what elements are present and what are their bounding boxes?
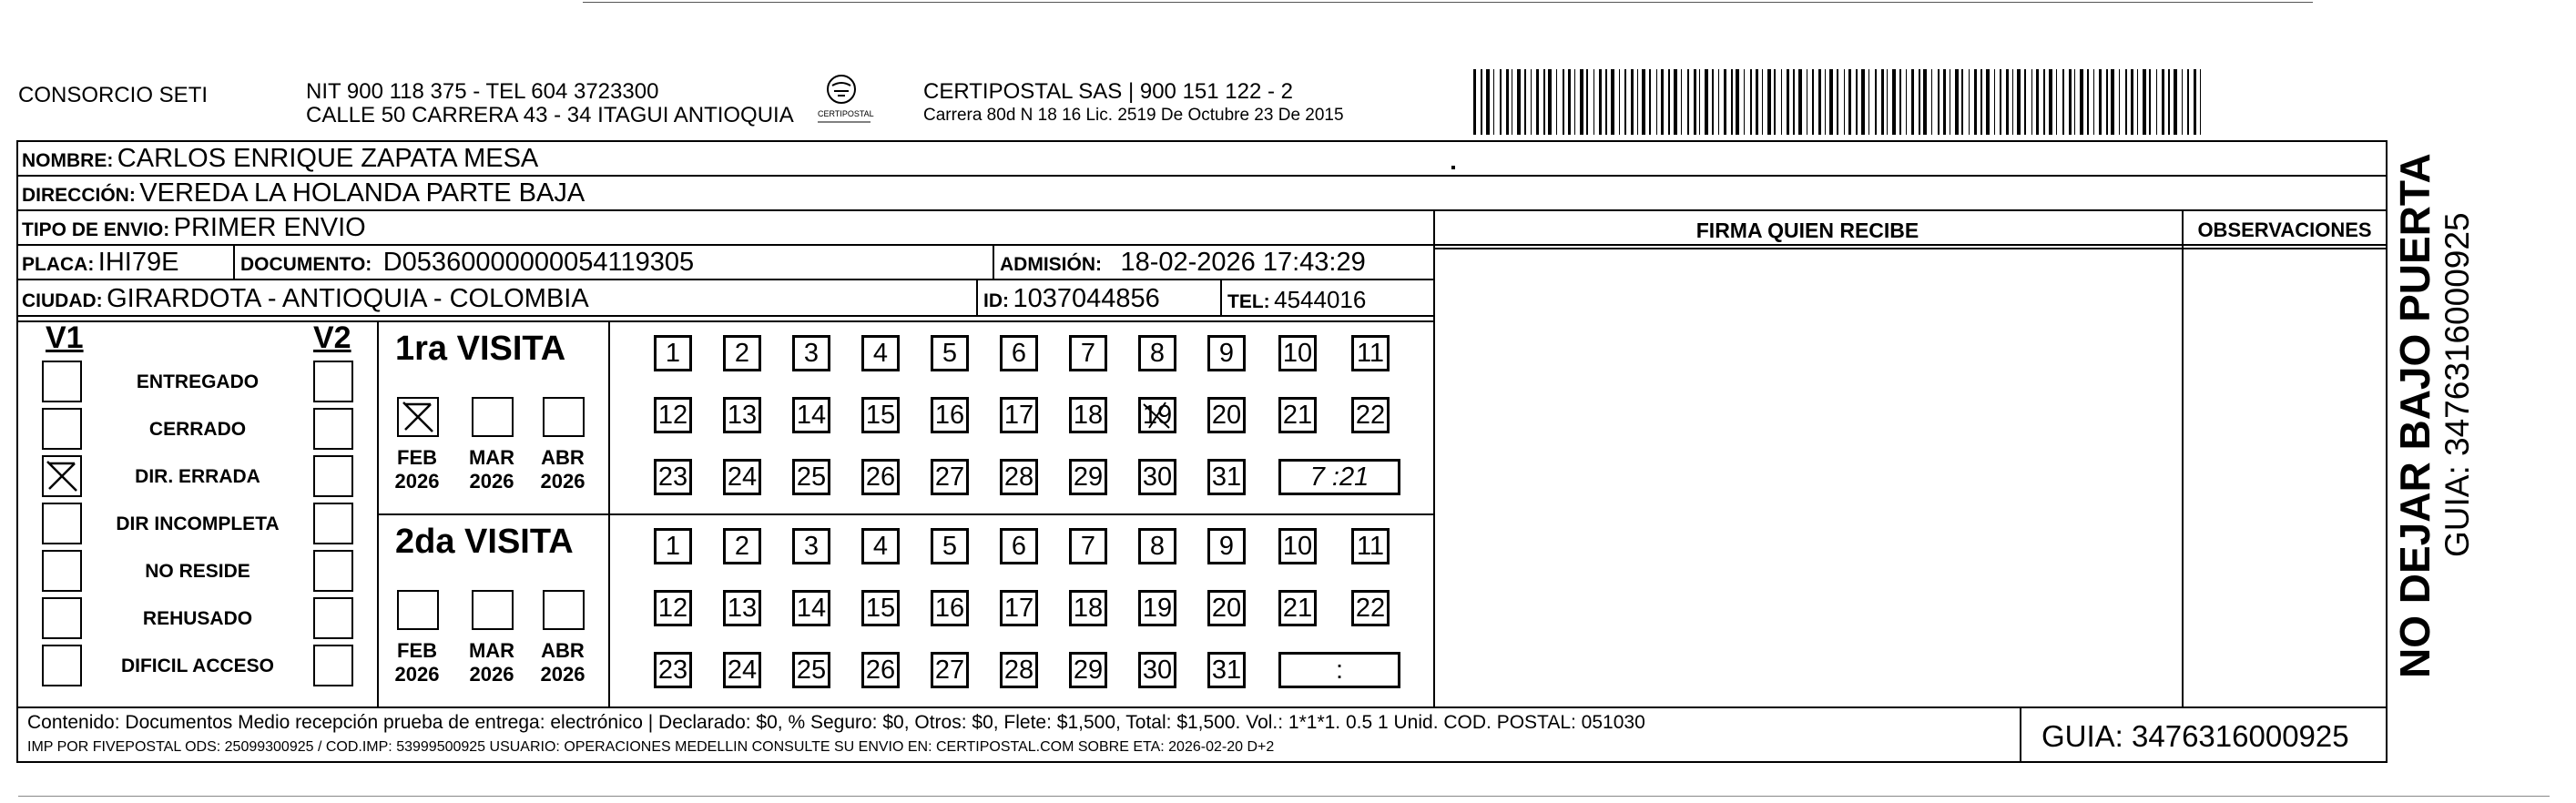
day-box: 20	[1207, 397, 1246, 433]
firma-header-line	[1433, 248, 2388, 249]
day-box: 14	[792, 590, 830, 626]
month-label	[535, 639, 590, 686]
day-box: 29	[1069, 459, 1107, 495]
day-box: 27	[931, 652, 969, 688]
day-box: 30	[1138, 652, 1176, 688]
nombre-row	[22, 144, 538, 174]
day-box: 15	[861, 397, 900, 433]
v2-checkbox	[313, 503, 353, 544]
day-box: 8	[1138, 528, 1176, 564]
month-name: ABR	[541, 446, 585, 469]
form-bottom-border	[16, 761, 2388, 763]
footer-line-2: IMP POR FIVEPOSTAL ODS: 25099300925 / COD.IMP: 53999500925 USUARIO: OPERACIONES MEDELLIN CONSULTE SU ENVIO EN: CERTIPOSTAL.COM SOBRE ETA: 2026-02-20 D+2	[27, 739, 1275, 755]
day-box: 6	[1000, 335, 1038, 371]
day-box: 27	[931, 459, 969, 495]
admision-cell	[1000, 248, 1366, 278]
tipo-row	[22, 213, 366, 243]
day-box: 9	[1207, 528, 1246, 564]
day-box: 11	[1351, 528, 1390, 564]
visit-divider	[377, 513, 1433, 515]
form-right-border	[2386, 140, 2388, 763]
day-box: 12	[654, 590, 692, 626]
id-value: 1037044856	[1013, 284, 1160, 313]
v1-checkbox	[42, 408, 82, 450]
status-col-divider	[377, 320, 379, 708]
months-col-divider	[608, 320, 610, 708]
month-year: 2026	[469, 470, 514, 493]
certipostal-line: CERTIPOSTAL SAS | 900 151 122 - 2	[923, 79, 1293, 104]
day-box: 26	[861, 459, 900, 495]
direccion-value: VEREDA LA HOLANDA PARTE BAJA	[139, 178, 585, 208]
day-box: 22	[1351, 397, 1390, 433]
form-top-border	[16, 140, 2388, 142]
month-checkbox	[543, 397, 585, 437]
v1-checkbox	[42, 597, 82, 639]
row-line-2	[16, 209, 2388, 211]
side-guia-text: GUIA: 3476316000925	[2439, 212, 2476, 557]
top-cut-line	[583, 2, 2313, 3]
row-line-3	[16, 244, 2388, 246]
month-name: MAR	[468, 446, 515, 469]
admision-value: 18-02-2026 17:43:29	[1120, 248, 1366, 277]
month-name: FEB	[397, 446, 437, 469]
month-year: 2026	[540, 663, 585, 686]
tel-divider	[1220, 279, 1222, 317]
day-box: 5	[931, 528, 969, 564]
obs-left-border	[2182, 209, 2184, 708]
month-checkbox	[472, 590, 514, 630]
firma-label: FIRMA QUIEN RECIBE	[1695, 219, 1919, 242]
month-year: 2026	[469, 663, 514, 686]
tel-cell	[1227, 286, 1366, 314]
day-box: 30	[1138, 459, 1176, 495]
v1-label: V1	[46, 320, 84, 355]
address-line: CALLE 50 CARRERA 43 - 34 ITAGUI ANTIOQUIA	[306, 103, 794, 127]
month-checkbox	[397, 397, 439, 437]
day-box: 26	[861, 652, 900, 688]
month-year: 2026	[540, 470, 585, 493]
day-box: 24	[723, 652, 761, 688]
certipostal-logo-icon	[814, 73, 880, 127]
status-label: DIR. ERRADA	[135, 466, 260, 487]
v2-checkbox	[313, 408, 353, 450]
day-box: 12	[654, 397, 692, 433]
tel-value: 4544016	[1274, 286, 1367, 313]
nombre-value: CARLOS ENRIQUE ZAPATA MESA	[117, 144, 539, 173]
day-box: 23	[654, 652, 692, 688]
month-checkbox	[543, 590, 585, 630]
bottom-cut-line	[18, 796, 2550, 797]
month-year: 2026	[394, 470, 440, 493]
day-box: 19	[1138, 397, 1176, 433]
handwritten-x-mark-icon	[399, 399, 437, 435]
month-year: 2026	[394, 663, 440, 686]
day-box: 18	[1069, 590, 1107, 626]
placa-value: IHI79E	[97, 248, 179, 277]
id-cell	[983, 284, 1160, 314]
footer-guia-divider	[2020, 706, 2021, 763]
placa-label: PLACA:	[22, 254, 95, 275]
month-name: FEB	[397, 639, 437, 662]
day-box: 15	[861, 590, 900, 626]
day-box: 4	[861, 528, 900, 564]
certipostal-logo	[814, 73, 880, 127]
day-box: 5	[931, 335, 969, 371]
company-name: CONSORCIO SETI	[18, 83, 209, 107]
day-box: 21	[1278, 397, 1317, 433]
time-box: 7 :21	[1278, 459, 1400, 495]
day-box: 10	[1278, 528, 1317, 564]
day-box: 16	[931, 397, 969, 433]
day-box: 6	[1000, 528, 1038, 564]
day-box: 29	[1069, 652, 1107, 688]
id-divider	[976, 279, 978, 317]
ciudad-label: CIUDAD:	[22, 290, 103, 311]
day-box: 2	[723, 335, 761, 371]
id-label: ID:	[983, 290, 1009, 311]
status-label: REHUSADO	[142, 608, 253, 629]
firma-left-border	[1433, 209, 1435, 708]
day-box: 17	[1000, 397, 1038, 433]
documento-label: DOCUMENTO:	[240, 254, 372, 275]
visit-2-title: 2da VISITA	[395, 523, 574, 561]
day-box: 21	[1278, 590, 1317, 626]
month-label	[535, 446, 590, 493]
direccion-row	[22, 178, 585, 208]
admision-label: ADMISIÓN:	[1000, 254, 1102, 275]
v2-checkbox	[313, 455, 353, 497]
month-label	[390, 639, 444, 686]
v1-checkbox	[42, 503, 82, 544]
day-box: 31	[1207, 652, 1246, 688]
day-box: 2	[723, 528, 761, 564]
day-box: 25	[792, 459, 830, 495]
day-box: 11	[1351, 335, 1390, 371]
status-label: DIR INCOMPLETA	[116, 513, 280, 534]
row-line-6	[16, 320, 1433, 322]
day-box: 3	[792, 528, 830, 564]
v2-label: V2	[313, 320, 351, 355]
day-box: 8	[1138, 335, 1176, 371]
placa-cell	[22, 248, 178, 278]
status-label: NO RESIDE	[145, 561, 250, 582]
handwritten-x-mark-icon	[1138, 397, 1176, 433]
side-warning-text: NO DEJAR BAJO PUERTA	[2391, 153, 2439, 678]
month-name: ABR	[541, 639, 585, 662]
visit-1-title: 1ra VISITA	[395, 330, 566, 368]
nombre-label: NOMBRE:	[22, 150, 114, 171]
month-name: MAR	[468, 639, 515, 662]
month-checkbox	[472, 397, 514, 437]
day-box: 28	[1000, 652, 1038, 688]
day-box: 16	[931, 590, 969, 626]
direccion-label: DIRECCIÓN:	[22, 185, 136, 206]
handwritten-x-mark-icon	[44, 457, 80, 495]
nit-line: NIT 900 118 375 - TEL 604 3723300	[306, 79, 659, 104]
v1-checkbox	[42, 550, 82, 592]
day-box: 17	[1000, 590, 1038, 626]
day-box: 7	[1069, 528, 1107, 564]
day-box: 14	[792, 397, 830, 433]
placa-divider	[233, 244, 235, 280]
time-box: :	[1278, 652, 1400, 688]
day-box: 20	[1207, 590, 1246, 626]
observaciones-label: OBSERVACIONES	[2197, 219, 2372, 241]
documento-value: D05360000000054119305	[382, 248, 695, 277]
v1-checkbox	[42, 645, 82, 686]
v1-checkbox	[42, 361, 82, 402]
day-box: 31	[1207, 459, 1246, 495]
day-box: 22	[1351, 590, 1390, 626]
day-box: 9	[1207, 335, 1246, 371]
day-box: 1	[654, 528, 692, 564]
day-box: 13	[723, 397, 761, 433]
footer-line-1: Contenido: Documentos Medio recepción prueba de entrega: electrónico | Declarado: $0, % Seguro: $0, Otros: $0, Flete: $1,500, Total: $1,500. Vol.: 1*1*1. 0.5 1 Unid. COD. POSTAL: 051030	[27, 712, 1645, 733]
v2-checkbox	[313, 550, 353, 592]
documento-divider	[993, 244, 994, 280]
status-label: DIFICIL ACCESO	[120, 656, 274, 676]
ciudad-cell	[22, 284, 589, 314]
v2-checkbox	[313, 597, 353, 639]
tel-label: TEL:	[1227, 291, 1270, 312]
month-checkbox	[397, 590, 439, 630]
status-label: CERRADO	[148, 419, 247, 440]
day-box: 10	[1278, 335, 1317, 371]
tipo-value: PRIMER ENVIO	[173, 213, 366, 242]
day-box: 4	[861, 335, 900, 371]
license-line: Carrera 80d N 18 16 Lic. 2519 De Octubre 23 De 2015	[923, 106, 1344, 125]
month-label	[464, 446, 519, 493]
status-label: ENTREGADO	[136, 371, 260, 392]
day-box: 3	[792, 335, 830, 371]
day-box: 23	[654, 459, 692, 495]
day-box: 25	[792, 652, 830, 688]
barcode	[1473, 69, 2205, 135]
day-box: 19	[1138, 590, 1176, 626]
v2-checkbox	[313, 645, 353, 686]
day-box: 28	[1000, 459, 1038, 495]
day-box: 1	[654, 335, 692, 371]
v2-checkbox	[313, 361, 353, 402]
day-box: 7	[1069, 335, 1107, 371]
tipo-label: TIPO DE ENVIO:	[22, 219, 170, 240]
form-left-border	[16, 140, 18, 763]
footer-top-line	[16, 706, 2388, 708]
ciudad-value: GIRARDOTA - ANTIOQUIA - COLOMBIA	[107, 284, 589, 313]
day-box: 13	[723, 590, 761, 626]
documento-cell	[240, 248, 694, 278]
day-box: 24	[723, 459, 761, 495]
logo-text: CERTIPOSTAL	[818, 109, 874, 118]
day-box: 18	[1069, 397, 1107, 433]
barcode-dot	[1451, 166, 1455, 169]
row-line-1	[16, 175, 2388, 177]
month-label	[464, 639, 519, 686]
month-label	[390, 446, 444, 493]
footer-guia: GUIA: 3476316000925	[2041, 719, 2349, 753]
v1-checkbox	[42, 455, 82, 497]
